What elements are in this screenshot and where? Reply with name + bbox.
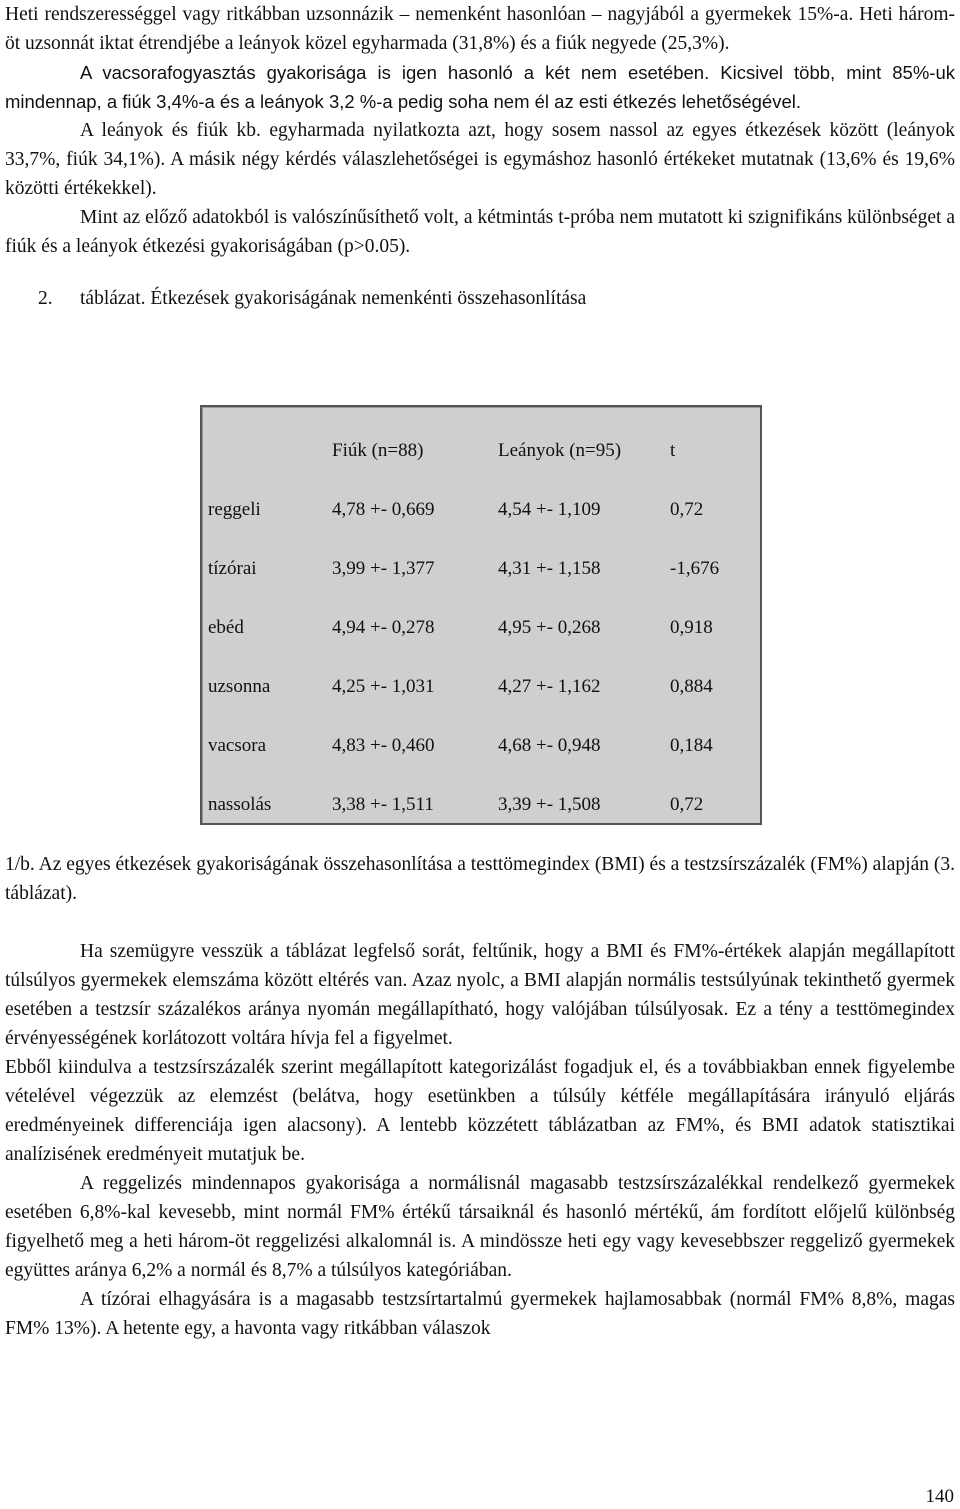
paragraph-tizorai: A tízórai elhagyására is a magasabb testzsírtartalmú gyermekek hajlamosabbak (normál FM% 8,8%, magas FM% 13%). A hetente egy, a havonta vagy ritkábban válaszok — [5, 1289, 955, 1339]
paragraph-t-proba: Mint az előző adatokból is valószínűsíthető volt, a kétmintás t-próba nem mutatott ki szignifikáns különbséget a fiúk és a leányok étkezési gyakoriságában (p>0.05). — [5, 207, 955, 257]
table-row — [201, 764, 761, 824]
table-cell: 3,99 +- 1,377 — [332, 558, 435, 579]
table-caption-text: táblázat. Étkezések gyakoriságának nemenkénti összehasonlítása — [80, 288, 587, 309]
paragraph-kategorizalas: Ebből kiindulva a testzsírszázalék szerint megállapított kategorizálást fogadjuk el, és a továbbiakban ennek figyelembe vételével végezzük az elemzést (belátva, hogy esetünkben a túlsúly kétféle megállapítására irányuló eljárás eredményeinek differenciája igen alacsony). A lentebb közzétett táblázatban az FM%, és BMI adatok statisztikai analízisének eredményeit mutatjuk be. — [5, 1057, 955, 1165]
table-cell: reggeli — [208, 499, 261, 520]
table-cell: 0,884 — [670, 676, 713, 697]
table-cell: 4,54 +- 1,109 — [498, 499, 601, 520]
table-header-cell — [201, 406, 326, 469]
table-cell: ebéd — [208, 617, 244, 638]
table-header-cell: Leányok (n=95) — [498, 440, 622, 461]
paragraph-vacsora: A vacsorafogyasztás gyakorisága is igen hasonló a két nem esetében. Kicsivel több, mint 85%-uk mindennap, a fiúk 3,4%-a és a leányok 3,2 %-a pedig soha nem él az esti étkezés lehetőségével. — [5, 62, 955, 112]
table-cell: tízórai — [208, 558, 257, 579]
table-row — [201, 528, 761, 587]
table-cell: 4,83 +- 0,460 — [332, 735, 435, 756]
paragraph-reggelizes: A reggelizés mindennapos gyakorisága a normálisnál magasabb testzsírszázalékkal rendelkező gyermekek esetében 6,8%-kal kevesebb, mint normál FM% értékű társaiknál és hasonló mértékű, ám fordított előjelű különbség figyelhető meg a heti három-öt reggelizési alkalomnál is. A mindössze heti egy vagy kevesebbszer reggeliző gyermekek együttes aránya 6,2% a normál és 8,7% a túlsúlyos kategóriában. — [5, 1173, 955, 1281]
table-caption — [5, 284, 955, 313]
table-cell: 4,31 +- 1,158 — [498, 558, 601, 579]
table-header-row — [201, 406, 761, 469]
page-bottom-text — [5, 850, 955, 1343]
table-caption-number: 2. — [38, 288, 53, 309]
table-cell: 4,78 +- 0,669 — [332, 499, 435, 520]
table-cell: vacsora — [208, 735, 267, 756]
table-cell: 0,72 — [670, 499, 704, 520]
meal-frequency-table — [200, 405, 762, 821]
paragraph-uzsonna: Heti rendszerességgel vagy ritkábban uzsonnázik – nemenként hasonlóan – nagyjából a gyermekek 15%-a. Heti három-öt uzsonnát iktat étrendjébe a leányok közel egyharmada (31,8%) és a fiúk negyede (25,3%). — [5, 4, 955, 54]
table-cell: 4,94 +- 0,278 — [332, 617, 435, 638]
table-cell: 4,95 +- 0,268 — [498, 617, 601, 638]
page-top-text — [5, 0, 955, 313]
table-cell: -1,676 — [670, 558, 720, 579]
table-cell: 4,25 +- 1,031 — [332, 676, 435, 697]
table-row — [201, 646, 761, 705]
table-cell: 4,27 +- 1,162 — [498, 676, 601, 697]
page-number: 140 — [925, 1486, 954, 1507]
table-cell: 0,184 — [670, 735, 713, 756]
table-cell: 4,68 +- 0,948 — [498, 735, 601, 756]
section-heading: 1/b. Az egyes étkezések gyakoriságának összehasonlítása a testtömegindex (BMI) és a testzsírszázalék (FM%) alapján (3. táblázat). — [5, 854, 955, 904]
paragraph-nassolas: A leányok és fiúk kb. egyharmada nyilatkozta azt, hogy sosem nassol az egyes étkezések között (leányok 33,7%, fiúk 34,1%). A másik négy kérdés válaszlehetőségei is egymáshoz hasonló értékeket mutatnak (13,6% és 19,6% közötti értékekkel). — [5, 120, 955, 199]
table-cell: 0,918 — [670, 617, 713, 638]
table-cell: 3,38 +- 1,511 — [332, 794, 434, 815]
table-header-cell: Fiúk (n=88) — [332, 440, 424, 461]
table-row — [201, 705, 761, 764]
table-cell: 3,39 +- 1,508 — [498, 794, 601, 815]
table-cell: 0,72 — [670, 794, 704, 815]
table-cell: nassolás — [208, 794, 272, 815]
table-row — [201, 587, 761, 646]
table-header-cell: t — [670, 440, 676, 461]
paragraph-bmi-fm: Ha szemügyre vesszük a táblázat legfelső sorát, feltűnik, hogy a BMI és FM%-értékek alapján megállapított túlsúlyos gyermekek elemszáma között eltérés van. Azaz nyolc, a BMI alapján normális testsúlyúnak tekinthető gyermek esetében a testzsír százalékos aránya nyomán megállapítható, hogy valójában túlsúlyosak. Ez a tény a testtömegindex érvényességének korlátozott voltára hívja fel a figyelmet. — [5, 941, 955, 1049]
table-row — [201, 469, 761, 528]
table-cell: uzsonna — [208, 676, 271, 697]
